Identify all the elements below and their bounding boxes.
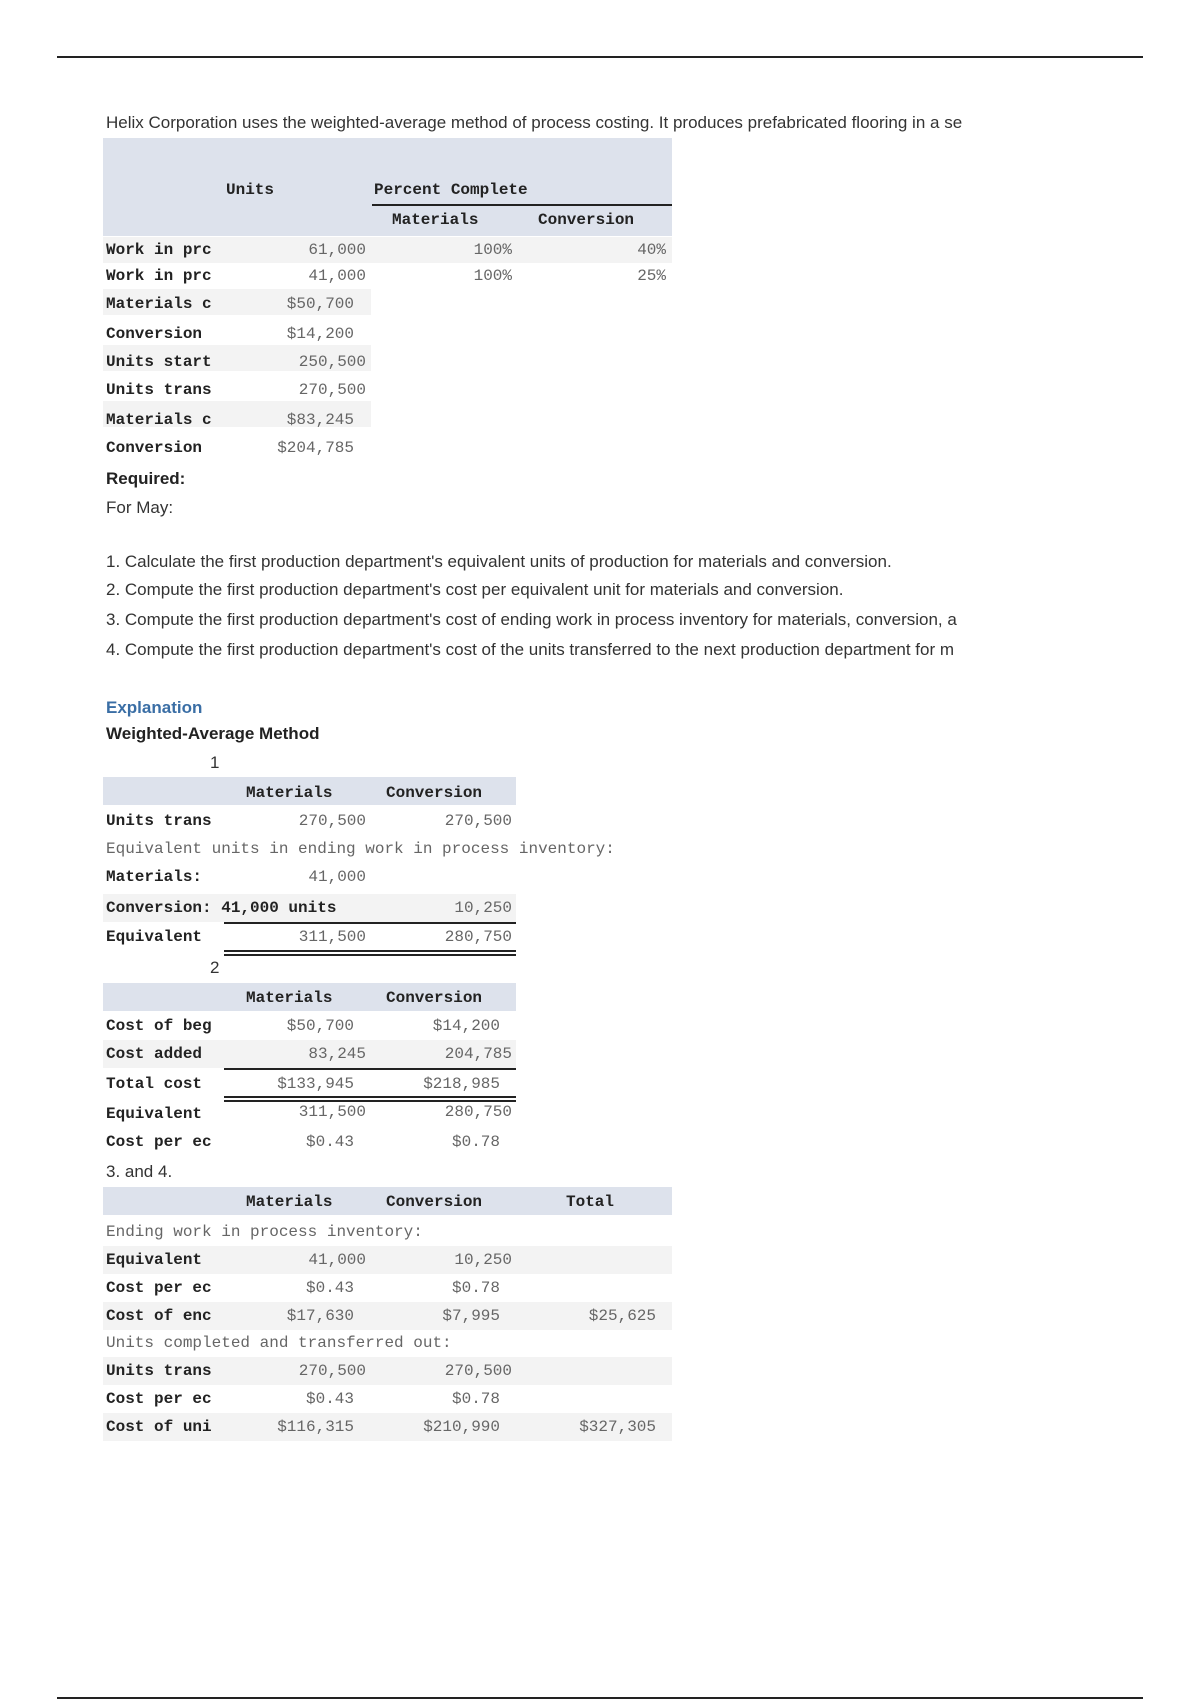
materials-header: Materials (392, 211, 479, 229)
table-cell: $7,995 (442, 1307, 500, 1325)
table-cell: 270,500 (444, 1362, 512, 1380)
table-cell: 10,250 (454, 899, 512, 917)
table-cell: $0.43 (305, 1133, 354, 1151)
table-row-label: Cost of enc (106, 1307, 212, 1325)
table-cell: $50,700 (286, 295, 354, 313)
table-cell: 204,785 (444, 1045, 512, 1063)
for-may-label: For May: (106, 498, 174, 517)
table-row-label: Materials c (106, 295, 212, 313)
table-cell: $204,785 (277, 439, 354, 457)
table-cell: 280,750 (444, 928, 512, 946)
table-cell: 270,500 (298, 381, 366, 399)
ending-wip-heading: Ending work in process inventory: (106, 1223, 423, 1241)
table-cell: $25,625 (588, 1307, 656, 1325)
table-cell: $210,990 (423, 1418, 500, 1436)
table-row-label: Equivalent (106, 1251, 203, 1269)
method-heading: Weighted-Average Method (106, 724, 320, 743)
units-header: Units (226, 181, 275, 199)
table-row-label: Cost of beg (106, 1017, 212, 1035)
table-cell: $133,945 (277, 1075, 354, 1093)
top-rule (57, 56, 1143, 58)
materials-header: Materials (246, 989, 333, 1007)
table-row-label: Units trans (106, 381, 212, 399)
table-cell: $17,630 (286, 1307, 354, 1325)
table-row-label: Work in prc (106, 241, 212, 259)
table-row-label: Cost per ec (106, 1390, 212, 1408)
completed-heading: Units completed and transferred out: (106, 1334, 452, 1352)
table-cell: $0.43 (305, 1390, 354, 1408)
table-row-label: Cost per ec (106, 1279, 212, 1297)
section-number: 1 (210, 753, 220, 772)
section-number: 2 (210, 958, 220, 977)
table-cell: $116,315 (277, 1418, 354, 1436)
conversion-header: Conversion (386, 1193, 483, 1211)
required-label: Required: (106, 469, 186, 488)
table-row-label: Materials c (106, 411, 212, 429)
section-number: 3. and 4. (106, 1162, 173, 1181)
table-cell: 270,500 (298, 1362, 366, 1380)
table-cell: $14,200 (432, 1017, 500, 1035)
table-cell: 250,500 (298, 353, 366, 371)
table-row-label: Units trans (106, 1362, 212, 1380)
table-cell: $0.78 (451, 1390, 500, 1408)
table-cell: 100% (473, 241, 512, 259)
table-cell: $218,985 (423, 1075, 500, 1093)
intro-text: Helix Corporation uses the weighted-average method of process costing. It produces prefabricated flooring in a se (106, 113, 963, 132)
materials-header: Materials (246, 784, 333, 802)
table-cell: 270,500 (298, 812, 366, 830)
table-cell: $327,305 (579, 1418, 656, 1436)
table-cell: 41,000 (308, 267, 366, 285)
table-row-label: Units trans (106, 812, 212, 830)
table-cell: 100% (473, 267, 512, 285)
table-cell: 280,750 (444, 1103, 512, 1121)
table-row-label: Cost per ec (106, 1133, 212, 1151)
table-row-label: Conversion (106, 325, 203, 343)
table-row-label: Cost added (106, 1045, 203, 1063)
table-row-label: Work in prc (106, 267, 212, 285)
table-cell: $14,200 (286, 325, 354, 343)
table-cell: $83,245 (286, 411, 354, 429)
table-cell: 311,500 (298, 928, 366, 946)
double-underline (224, 1096, 516, 1102)
bottom-rule (57, 1697, 1143, 1699)
table-row-label: Units start (106, 353, 212, 371)
total-underline (224, 922, 516, 924)
table-cell: 41,000 (308, 1251, 366, 1269)
table-cell: 270,500 (444, 812, 512, 830)
question-2: 2. Compute the first production department's cost per equivalent unit for materials and conversion. (106, 580, 844, 599)
conversion-header: Conversion (386, 989, 483, 1007)
question-1: 1. Calculate the first production department's equivalent units of production for materials and conversion. (106, 552, 892, 571)
table-cell: 311,500 (298, 1103, 366, 1121)
total-underline (224, 1068, 516, 1070)
table-row-label: Conversion (106, 439, 203, 457)
table-cell: $50,700 (286, 1017, 354, 1035)
double-underline (224, 950, 516, 956)
conversion-header: Conversion (538, 211, 635, 229)
table-row-label: Equivalent (106, 928, 203, 946)
table-cell: 10,250 (454, 1251, 512, 1269)
table-cell: 41,000 (308, 868, 366, 886)
table-cell: 83,245 (308, 1045, 366, 1063)
materials-header: Materials (246, 1193, 333, 1211)
table-row-label: Total cost (106, 1075, 203, 1093)
table-cell: 25% (637, 267, 666, 285)
percent-underline (372, 204, 672, 206)
question-4: 4. Compute the first production department's cost of the units transferred to the next production department for m (106, 640, 955, 659)
table-cell: 40% (637, 241, 666, 259)
table-cell: $0.78 (451, 1133, 500, 1151)
explanation-heading: Explanation (106, 698, 203, 717)
conversion-header: Conversion (386, 784, 483, 802)
equiv-units-heading: Equivalent units in ending work in process inventory: (106, 840, 615, 858)
table-cell: $0.78 (451, 1279, 500, 1297)
table-row-label: Conversion: 41,000 units (106, 899, 337, 917)
table-row-label: Cost of uni (106, 1418, 212, 1436)
table-row-label: Materials: (106, 868, 203, 886)
table-cell: $0.43 (305, 1279, 354, 1297)
total-header: Total (566, 1193, 615, 1211)
table-row-label: Equivalent (106, 1105, 203, 1123)
question-3: 3. Compute the first production department's cost of ending work in process inventory for materials, conversion, a (106, 610, 957, 629)
percent-complete-header: Percent Complete (374, 181, 528, 199)
table-cell: 61,000 (308, 241, 366, 259)
